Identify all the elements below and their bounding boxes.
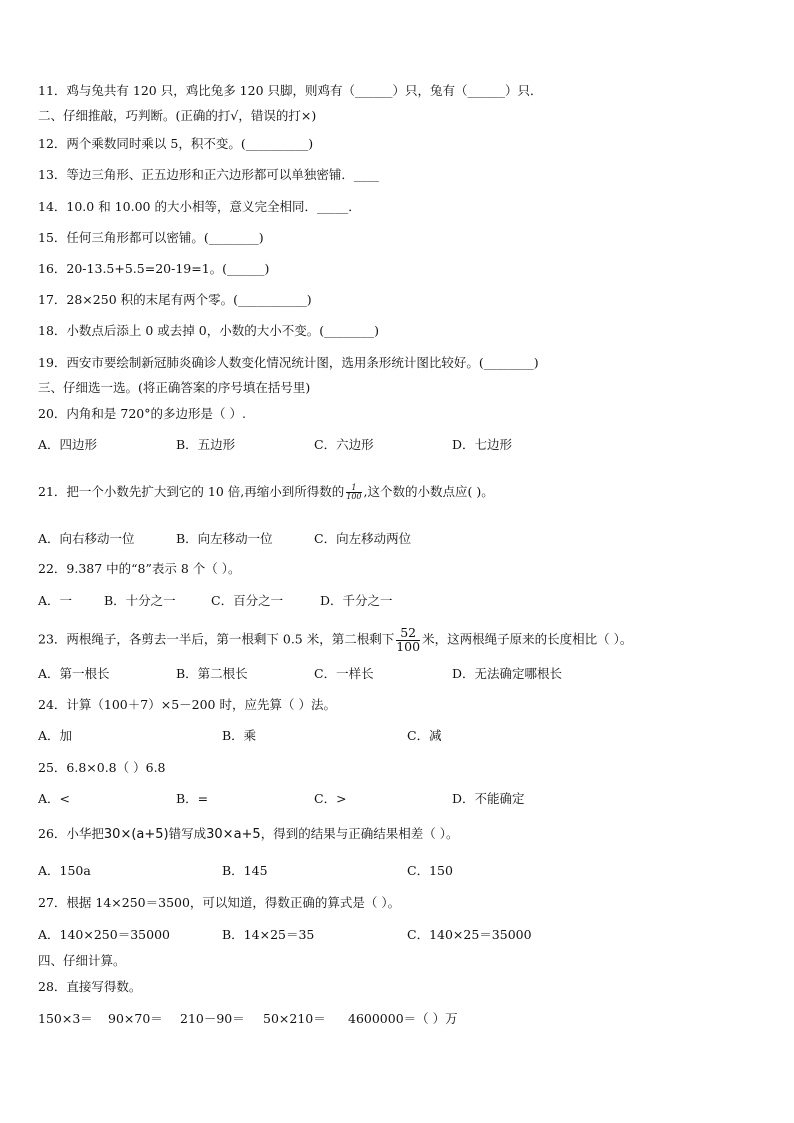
q20-option-a: A．四边形 (38, 437, 98, 452)
q17: 17．28×250 积的末尾有两个零。(___________) (38, 292, 312, 307)
q26-option-b: B．145 (222, 863, 268, 878)
q22-option-b: B．十分之一 (104, 593, 176, 608)
q12: 12．两个乘数同时乘以 5，积不变。(__________) (38, 136, 314, 151)
q14: 14．10.0 和 10.00 的大小相等，意义完全相同．_____． (38, 199, 361, 214)
q28-item-3: 210－90＝ (180, 1011, 245, 1026)
q28: 28．直接写得数。 (38, 979, 142, 994)
q27-option-a: A．140×250＝35000 (38, 927, 170, 942)
q20-option-d: D．七边形 (452, 437, 513, 452)
q24-stem: 24．计算（100＋7）×5－200 时，应先算（ ）法。 (38, 697, 336, 712)
q23-stem-pre: 23．两根绳子，各剪去一半后，第一根剩下 0.5 米，第二根剩下 (38, 631, 395, 647)
q26-stem-pre: 26．小华把 (38, 826, 104, 841)
q23-stem (38, 627, 632, 653)
q23-option-a: A．第一根长 (38, 666, 110, 681)
q23-fraction (396, 627, 420, 653)
q25-option-c: C．> (314, 791, 347, 806)
q26-expression-2: 30×a+5 (206, 827, 261, 842)
q15: 15．任何三角形都可以密铺。(________) (38, 230, 264, 245)
q19: 19．西安市要绘制新冠肺炎确诊人数变化情况统计图，选用条形统计图比较好。(________) (38, 355, 539, 370)
q27-stem: 27．根据 14×250＝3500，可以知道，得数正确的算式是（ ）。 (38, 895, 401, 910)
q25-option-b: B．= (176, 791, 209, 806)
q28-item-5: 4600000＝（ ）万 (348, 1011, 458, 1026)
section-3-heading: 三、仔细选一选。(将正确答案的序号填在括号里) (38, 380, 311, 395)
q21-frac-den: 100 (346, 492, 362, 501)
q23-stem-post: 米，这两根绳子原来的长度相比（ ）。 (422, 631, 633, 647)
section-4-heading: 四、仔细计算。 (38, 953, 126, 968)
q25-option-d: D．不能确定 (452, 791, 525, 806)
q21-stem-post: ,这个数的小数点应( )。 (363, 484, 494, 499)
q23-option-c: C．一样长 (314, 666, 374, 681)
q26-stem (38, 826, 458, 843)
q21-stem (38, 484, 494, 501)
q20-option-c: C．六边形 (314, 437, 374, 452)
q28-item-4: 50×210＝ (263, 1011, 326, 1026)
q27-option-b: B．14×25＝35 (222, 927, 315, 942)
q27-option-c: C．140×25＝35000 (407, 927, 532, 942)
q26-stem-post: ，得到的结果与正确结果相差（ ）。 (260, 826, 459, 841)
q23-frac-den: 100 (396, 638, 421, 654)
q22-option-c: C．百分之一 (211, 593, 284, 608)
q24-option-b: B．乘 (222, 728, 257, 743)
q21-frac-num: 1 (346, 484, 361, 493)
q26-expression-1: 30×(a+5) (103, 827, 169, 842)
q24-option-a: A．加 (38, 728, 73, 743)
q21-option-a: A．向右移动一位 (38, 531, 135, 546)
q24-option-c: C．减 (407, 728, 442, 743)
q22-option-a: A．一 (38, 593, 73, 608)
q16: 16．20-13.5+5.5=20-19=1。(______) (38, 261, 270, 276)
q11: 11．鸡与兔共有 120 只，鸡比兔多 120 只脚，则鸡有（______）只，兔有（______）只． (38, 83, 543, 98)
q25-option-a: A．< (38, 791, 71, 806)
q26-option-a: A．150a (38, 863, 91, 878)
q28-item-1: 150×3＝ (38, 1011, 93, 1026)
q18: 18．小数点后添上 0 或去掉 0，小数的大小不变。(________) (38, 323, 379, 338)
q22-stem: 22．9.387 中的“8”表示 8 个（ ）。 (38, 561, 241, 576)
section-2-heading: 二、仔细推敲，巧判断。(正确的打√，错误的打×) (38, 108, 317, 123)
q21-fraction (346, 484, 361, 501)
q23-frac-num: 52 (396, 627, 420, 641)
q23-option-b: B．第二根长 (176, 666, 248, 681)
q26-option-c: C．150 (407, 863, 453, 878)
q23-option-d: D．无法确定哪根长 (452, 666, 563, 681)
q26-stem-mid: 错写成 (168, 826, 207, 841)
q21-option-b: B．向左移动一位 (176, 531, 273, 546)
q22-option-d: D．千分之一 (320, 593, 393, 608)
q20-option-b: B．五边形 (176, 437, 236, 452)
q20-stem: 20．内角和是 720°的多边形是（ ）. (38, 406, 246, 421)
q28-item-2: 90×70＝ (108, 1011, 163, 1026)
q25-stem: 25．6.8×0.8（ ）6.8 (38, 760, 166, 775)
q21-option-c: C．向左移动两位 (314, 531, 412, 546)
q13: 13．等边三角形、正五边形和正六边形都可以单独密铺．____ (38, 167, 379, 182)
q21-stem-pre: 21．把一个小数先扩大到它的 10 倍,再缩小到所得数的 (38, 484, 345, 499)
